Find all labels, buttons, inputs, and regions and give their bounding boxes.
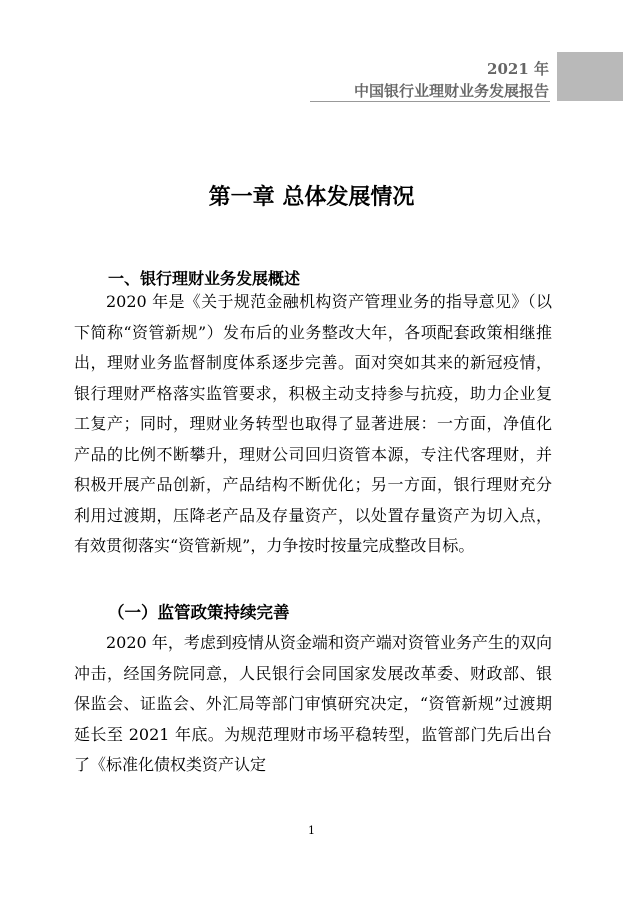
section-heading: 一、银行理财业务发展概述 — [108, 269, 301, 288]
header-divider — [310, 101, 550, 102]
running-header — [354, 58, 549, 102]
page-number: 1 — [308, 824, 315, 837]
header-tab-marker — [557, 52, 623, 101]
subsection-paragraph: 2020 年，考虑到疫情从资金端和资产端对资管业务产生的双向冲击，经国务院同意，人民银行会同国家发展改革委、财政部、银保监会、证监会、外汇局等部门审慎研究决定，“资管新规”过渡期延长至 2021 年底。为规范理财市场平稳转型，监管部门先后出台了《标准化债权类资产认定 — [74, 633, 552, 774]
subsection-heading: （一）监管政策持续完善 — [108, 603, 290, 622]
section-paragraph: 2020 年是《关于规范金融机构资产管理业务的指导意见》（以下简称“资管新规”）发布后的业务整改大年，各项配套政策相继推出，理财业务监督制度体系逐步完善。面对突如其来的新冠疫情，银行理财严格落实监管要求，积极主动支持参与抗疫，助力企业复工复产；同时，理财业务转型也取得了显著进展：一方面，净值化产品的比例不断攀升，理财公司回归资管本源，专注代客理财，并积极开展产品创新，产品结构不断优化；另一方面，银行理财充分利用过渡期，压降老产品及存量资产，以处置存量资产为切入点，有效贯彻落实“资管新规”，力争按时按量完成整改目标。 — [74, 292, 552, 555]
chapter-title: 第一章 总体发展情况 — [208, 185, 415, 210]
header-report-title: 中国银行业理财业务发展报告 — [353, 82, 549, 100]
header-year: 2021 年 — [487, 60, 549, 78]
